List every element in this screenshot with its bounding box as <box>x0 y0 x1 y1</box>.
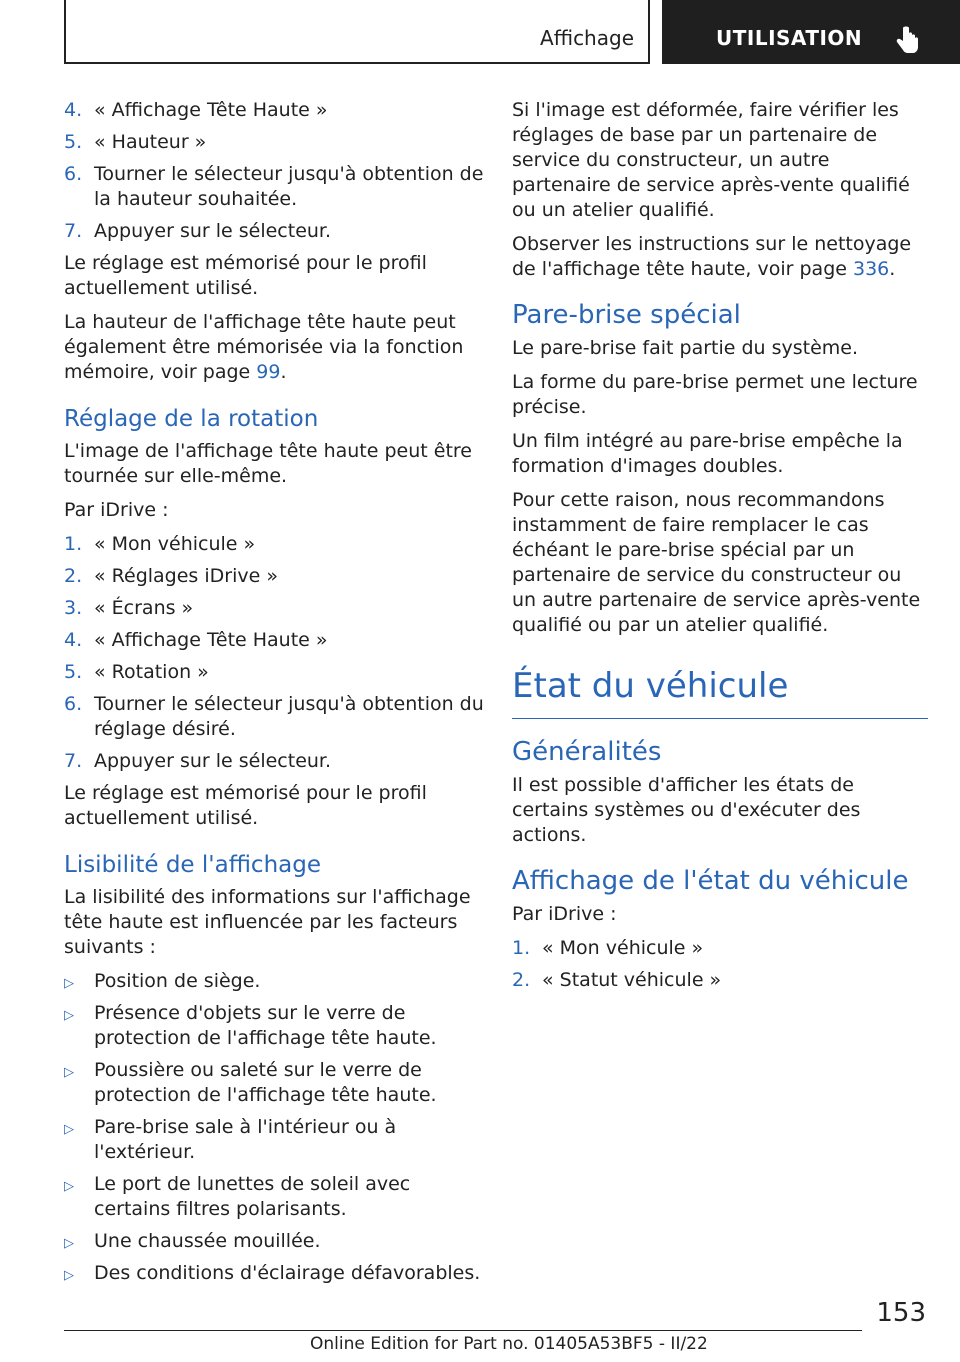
header-chapter-tab <box>662 0 960 64</box>
list-item: ▷ Présence d'objets sur le verre de protection de l'affichage tête haute. <box>64 1002 437 1049</box>
header-section-box <box>64 0 650 64</box>
triangle-bullet-icon: ▷ <box>64 1236 74 1251</box>
heading-rule <box>512 718 928 719</box>
paragraph: Un film intégré au pare-brise empêche la formation d'images doubles. <box>512 430 903 477</box>
triangle-bullet-icon: ▷ <box>64 1268 74 1283</box>
paragraph: Le pare-brise fait partie du système. <box>512 337 859 359</box>
paragraph: Il est possible d'afficher les états de certains systèmes ou d'exécuter des actions. <box>512 774 861 846</box>
list-item: ▷ Position de siège. <box>64 969 484 994</box>
paragraph: Le réglage est mémorisé pour le profil actuellement utilisé. <box>64 782 427 829</box>
paragraph: Si l'image est déformée, faire vérifier les réglages de base par un partenaire de service du constructeur, un autre partenaire de service après-vente qualifié ou un atelier qualifié. <box>512 99 910 221</box>
list-item: 4. « Affichage Tête Haute » <box>64 629 328 651</box>
list-item: ▷ Des conditions d'éclairage défavorables. <box>64 1261 484 1286</box>
list-item: 2. « Réglages iDrive » <box>64 565 278 587</box>
steps-list-height <box>64 98 484 244</box>
heading-lisibilite: Lisibilité de l'affichage <box>64 852 321 878</box>
paragraph: La lisibilité des informations sur l'affichage tête haute est influencée par les facteurs suivants : <box>64 886 471 958</box>
header-section-title: Affichage <box>540 26 634 50</box>
paragraph: Par iDrive : <box>64 499 169 521</box>
list-item: 5. « Rotation » <box>64 661 209 683</box>
heading-pare-brise: Pare-brise spécial <box>512 300 741 330</box>
list-item: ▷ Pare-brise sale à l'intérieur ou à l'extérieur. <box>64 1116 397 1163</box>
list-item: 7. Appuyer sur le sélecteur. <box>64 750 332 772</box>
heading-etat-vehicule: État du véhicule <box>512 666 789 706</box>
list-item: 1. « Mon véhicule » <box>512 937 704 959</box>
list-item: 7. Appuyer sur le sélecteur. <box>64 220 332 242</box>
triangle-bullet-icon: ▷ <box>64 1122 74 1137</box>
triangle-bullet-icon: ▷ <box>64 976 74 991</box>
paragraph: Pour cette raison, nous recommandons instamment de faire remplacer le cas échéant le pare-brise spécial par un partenaire de service du constructeur ou un autre partenaire de service après-vente qualifié ou par un atelier qualifié. <box>512 489 921 636</box>
heading-generalites: Généralités <box>512 737 662 767</box>
paragraph: La forme du pare-brise permet une lecture précise. <box>512 371 918 418</box>
triangle-bullet-icon: ▷ <box>64 1179 74 1194</box>
footer-rule <box>64 1330 862 1331</box>
right-column <box>512 98 928 1000</box>
steps-list-status <box>512 936 928 993</box>
heading-rotation: Réglage de la rotation <box>64 406 319 432</box>
paragraph: Le réglage est mémorisé pour le profil actuellement utilisé. <box>64 252 427 299</box>
steps-list-rotation <box>64 532 484 774</box>
page-link-336[interactable]: 336 <box>852 258 890 280</box>
list-item: ▷ Le port de lunettes de soleil avec certains filtres polarisants. <box>64 1173 411 1220</box>
list-item: 2. « Statut véhicule » <box>512 969 722 991</box>
header-chapter-title: UTILISATION <box>716 26 863 50</box>
paragraph: La hauteur de l'affichage tête haute peut également être mémorisée via la fonction mémoire, voir page 99. <box>64 311 464 383</box>
list-item: 5. « Hauteur » <box>64 131 207 153</box>
factors-list <box>64 969 484 1286</box>
pointing-hand-icon <box>894 26 920 56</box>
list-item: 1. « Mon véhicule » <box>64 533 256 555</box>
paragraph: Par iDrive : <box>512 903 617 925</box>
paragraph: Observer les instructions sur le nettoyage de l'affichage tête haute, voir page 336. <box>512 233 912 280</box>
list-item: 6. Tourner le sélecteur jusqu'à obtention du réglage désiré. <box>64 693 484 740</box>
page-link-99[interactable]: 99 <box>256 361 281 383</box>
list-item: 3. « Écrans » <box>64 597 194 619</box>
page-number: 153 <box>876 1298 926 1328</box>
triangle-bullet-icon: ▷ <box>64 1008 74 1023</box>
left-column <box>64 98 484 1293</box>
list-item: ▷ Poussière ou saleté sur le verre de protection de l'affichage tête haute. <box>64 1059 437 1106</box>
heading-affichage-etat: Affichage de l'état du véhicule <box>512 866 909 896</box>
triangle-bullet-icon: ▷ <box>64 1065 74 1080</box>
list-item: 4. « Affichage Tête Haute » <box>64 99 328 121</box>
footer-edition: Online Edition for Part no. 01405A53BF5 - II/22 <box>310 1334 708 1354</box>
paragraph: L'image de l'affichage tête haute peut être tournée sur elle-même. <box>64 440 472 487</box>
list-item: 6. Tourner le sélecteur jusqu'à obtention de la hauteur souhaitée. <box>64 163 484 210</box>
list-item: ▷ Une chaussée mouillée. <box>64 1229 484 1254</box>
